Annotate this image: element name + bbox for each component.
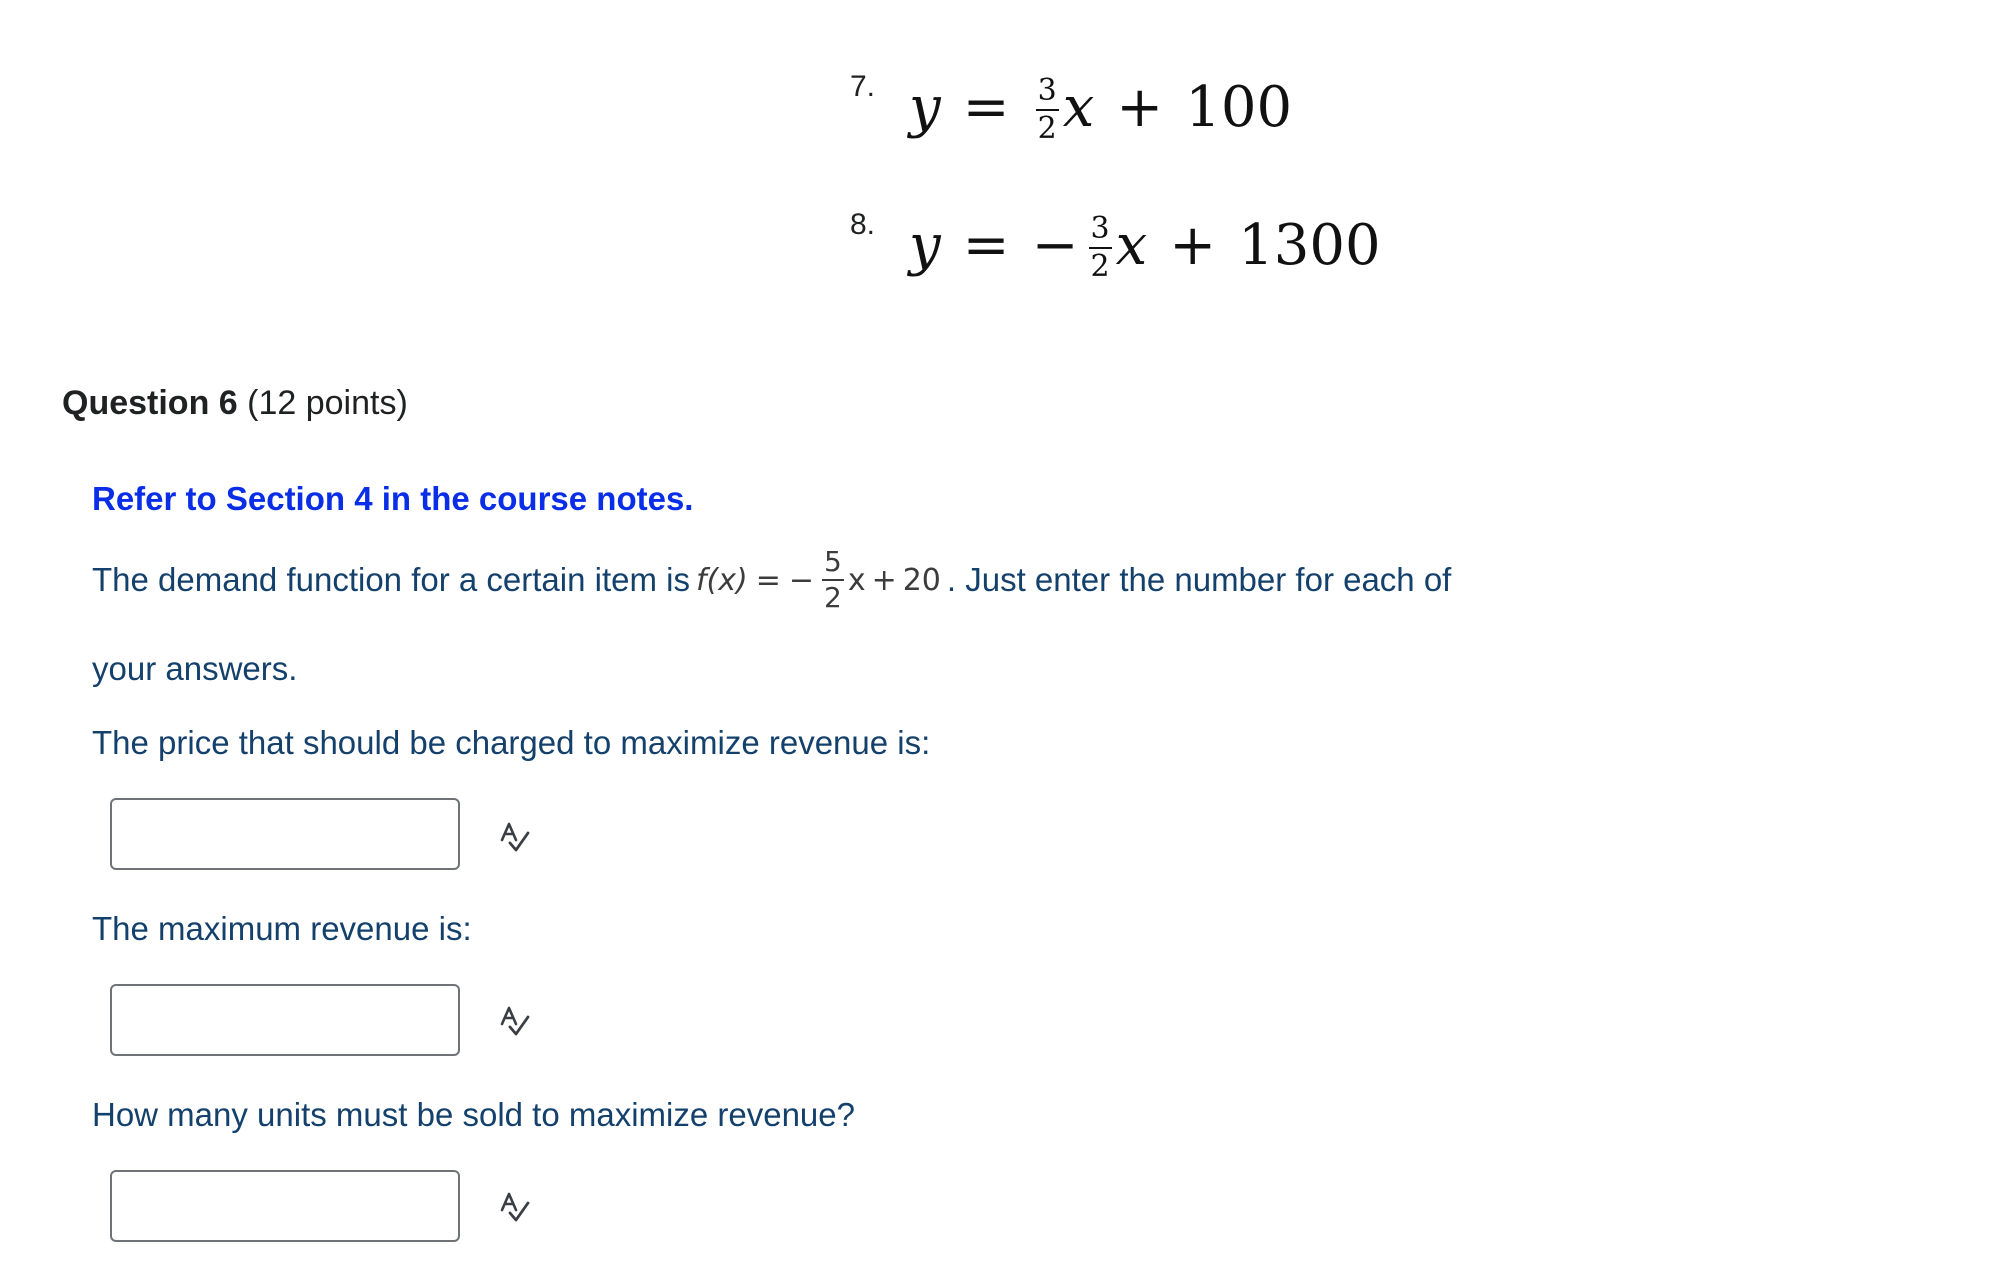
equation	[909, 73, 1293, 146]
spellcheck-icon-graphic	[498, 1004, 532, 1038]
spellcheck-icon-graphic	[498, 820, 532, 854]
question-title: Question 6	[62, 384, 238, 422]
part-prompt: The maximum revenue is:	[92, 910, 472, 947]
fn-sign: −	[788, 562, 814, 598]
eq-var: x	[1115, 213, 1148, 278]
spellcheck-icon-graphic	[498, 1190, 532, 1224]
eq-plus: +	[1169, 213, 1217, 278]
spellcheck-icon[interactable]	[498, 1190, 532, 1229]
eq-plus: +	[1116, 75, 1164, 140]
eq-const: 100	[1185, 75, 1293, 140]
choice-8	[850, 196, 1381, 284]
fn-frac-numerator: 5	[822, 548, 844, 581]
eq-equals: =	[962, 213, 1010, 278]
part-prompt: The price that should be charged to maximize revenue is:	[92, 724, 931, 761]
part-prompt: How many units must be sold to maximize revenue?	[92, 1096, 855, 1133]
spellcheck-icon[interactable]	[498, 820, 532, 859]
frac-denominator: 2	[1037, 111, 1057, 146]
frac-numerator: 3	[1089, 214, 1112, 249]
units-answer-input[interactable]	[110, 1170, 460, 1242]
intro-continuation: your answers.	[92, 650, 298, 687]
demand-function	[695, 545, 941, 614]
fn-equals: =	[755, 562, 781, 598]
choice-number: 7.	[850, 70, 876, 103]
fn-const: 20	[902, 562, 941, 598]
question-header	[62, 384, 408, 423]
question-points: (12 points)	[247, 384, 408, 422]
eq-var: x	[1062, 75, 1095, 140]
eq-lhs: y	[909, 213, 941, 278]
max-revenue-answer-input[interactable]	[110, 984, 460, 1056]
question-intro	[92, 545, 1452, 614]
fn-var: x	[847, 562, 866, 598]
price-answer-input[interactable]	[110, 798, 460, 870]
frac-numerator: 3	[1036, 76, 1059, 111]
spellcheck-icon[interactable]	[498, 1004, 532, 1043]
eq-fraction	[1089, 211, 1112, 284]
eq-fraction	[1036, 73, 1059, 146]
fn-fraction	[822, 545, 844, 614]
refer-notes-text: Refer to Section 4 in the course notes.	[92, 480, 694, 517]
frac-denominator: 2	[1090, 249, 1110, 284]
choice-7	[850, 58, 1293, 146]
fn-plus: +	[871, 562, 897, 598]
eq-sign: −	[1031, 213, 1079, 278]
intro-after: . Just enter the number for each of	[946, 561, 1452, 598]
fn-lhs: f(x)	[695, 562, 748, 598]
intro-before: The demand function for a certain item is	[92, 561, 690, 598]
fn-frac-denominator: 2	[823, 581, 842, 614]
eq-lhs: y	[909, 75, 941, 140]
equation	[909, 211, 1381, 284]
eq-const: 1300	[1238, 213, 1381, 278]
eq-equals: =	[962, 75, 1010, 140]
choice-number: 8.	[850, 208, 876, 241]
